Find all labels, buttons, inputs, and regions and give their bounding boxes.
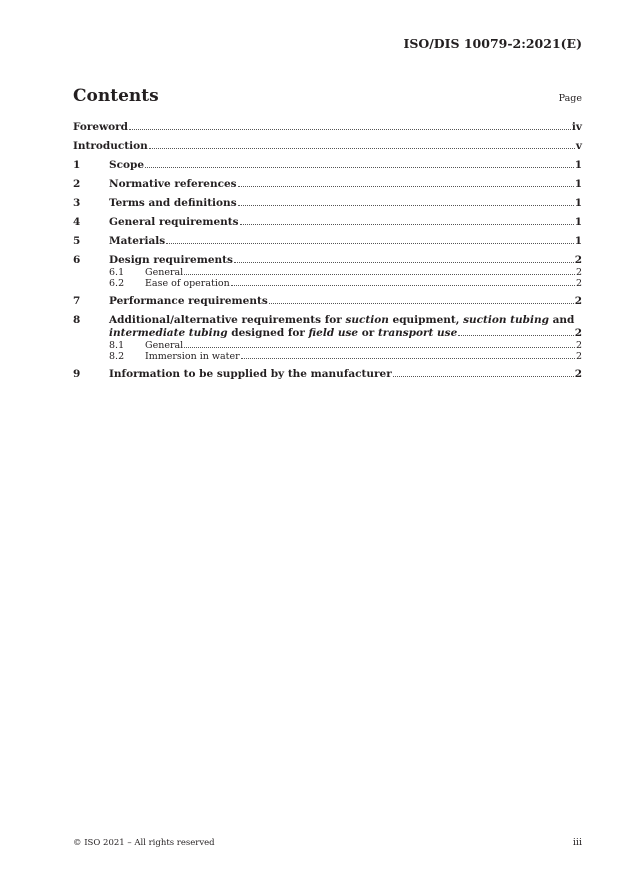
toc-title: Information to be supplied by the manufacturer — [109, 368, 392, 380]
toc-title: General requirements — [109, 216, 239, 228]
toc-entry-8-1[interactable] — [73, 340, 582, 351]
toc-page: iv — [571, 121, 582, 133]
leader-dots — [231, 284, 575, 286]
toc-page: 2 — [575, 340, 582, 351]
toc-page: 2 — [574, 327, 582, 339]
toc-number: 6.1 — [109, 267, 125, 278]
leader-dots — [145, 166, 574, 168]
toc-number: 7 — [73, 295, 81, 307]
toc-number: 4 — [73, 216, 81, 228]
document-code: ISO/DIS 10079-2:2021(E) — [403, 36, 582, 51]
toc-number: 8.2 — [109, 351, 125, 362]
toc-title: Performance requirements — [109, 295, 268, 307]
toc-title: Design requirements — [109, 254, 233, 266]
toc-entry-6-2[interactable] — [73, 278, 582, 289]
toc-entry-3[interactable] — [73, 197, 582, 210]
toc-title: Terms and definitions — [109, 197, 237, 209]
leader-dots — [184, 273, 575, 275]
toc-title: Introduction — [73, 140, 148, 152]
leader-dots — [184, 346, 575, 348]
toc-title: Foreword — [73, 121, 129, 133]
toc-entry-introduction[interactable] — [73, 140, 582, 153]
toc-title: Materials — [109, 235, 166, 247]
toc-page: 2 — [574, 295, 582, 307]
toc-entry-8-line2[interactable] — [73, 327, 582, 340]
toc-page: 1 — [574, 216, 582, 228]
page-number: iii — [572, 837, 582, 848]
toc-entry-5[interactable] — [73, 235, 582, 248]
leader-dots — [393, 375, 574, 377]
toc-page: 2 — [574, 368, 582, 380]
toc-entry-4[interactable] — [73, 216, 582, 229]
leader-dots — [166, 242, 574, 244]
toc-entry-7[interactable] — [73, 295, 582, 308]
toc-title: Normative references — [109, 178, 237, 190]
contents-title: Contents — [73, 86, 159, 106]
toc-title: Ease of operation — [145, 278, 230, 289]
copyright-notice: © ISO 2021 – All rights reserved — [73, 838, 215, 848]
toc-number: 6.2 — [109, 278, 125, 289]
toc-page: 1 — [574, 178, 582, 190]
table-of-contents — [73, 121, 582, 381]
toc-entry-2[interactable] — [73, 178, 582, 191]
leader-dots — [149, 147, 575, 149]
leader-dots — [241, 357, 575, 359]
toc-number: 3 — [73, 197, 81, 209]
leader-dots — [234, 261, 574, 263]
toc-title-line2: intermediate tubing designed for field use or transport use — [109, 327, 458, 339]
toc-page: 1 — [574, 159, 582, 171]
toc-title: General — [145, 340, 184, 351]
leader-dots — [129, 128, 571, 130]
leader-dots — [238, 204, 574, 206]
toc-page: 2 — [575, 351, 582, 362]
toc-entry-1[interactable] — [73, 159, 582, 172]
toc-entry-6[interactable] — [73, 254, 582, 267]
toc-entry-8-line1[interactable] — [73, 314, 582, 327]
toc-number: 9 — [73, 368, 81, 380]
toc-number: 2 — [73, 178, 81, 190]
toc-title-line1: Additional/alternative requirements for suction equipment, suction tubing and — [109, 314, 575, 326]
page-column-label: Page — [558, 93, 582, 104]
toc-entry-8-2[interactable] — [73, 351, 582, 362]
toc-title: Immersion in water — [145, 351, 240, 362]
toc-page: 2 — [575, 267, 582, 278]
toc-number: 1 — [73, 159, 81, 171]
toc-number: 8.1 — [109, 340, 125, 351]
toc-page: 1 — [574, 197, 582, 209]
toc-page: v — [575, 140, 582, 152]
toc-page: 2 — [574, 254, 582, 266]
toc-entry-6-1[interactable] — [73, 267, 582, 278]
leader-dots — [269, 302, 574, 304]
toc-title: General — [145, 267, 184, 278]
toc-title: Scope — [109, 159, 145, 171]
toc-number: 5 — [73, 235, 81, 247]
toc-entry-9[interactable] — [73, 368, 582, 381]
toc-number: 8 — [73, 314, 81, 326]
leader-dots — [238, 185, 574, 187]
leader-dots — [458, 334, 573, 336]
toc-entry-foreword[interactable] — [73, 121, 582, 134]
toc-page: 2 — [575, 278, 582, 289]
toc-number: 6 — [73, 254, 81, 266]
toc-page: 1 — [574, 235, 582, 247]
leader-dots — [240, 223, 574, 225]
